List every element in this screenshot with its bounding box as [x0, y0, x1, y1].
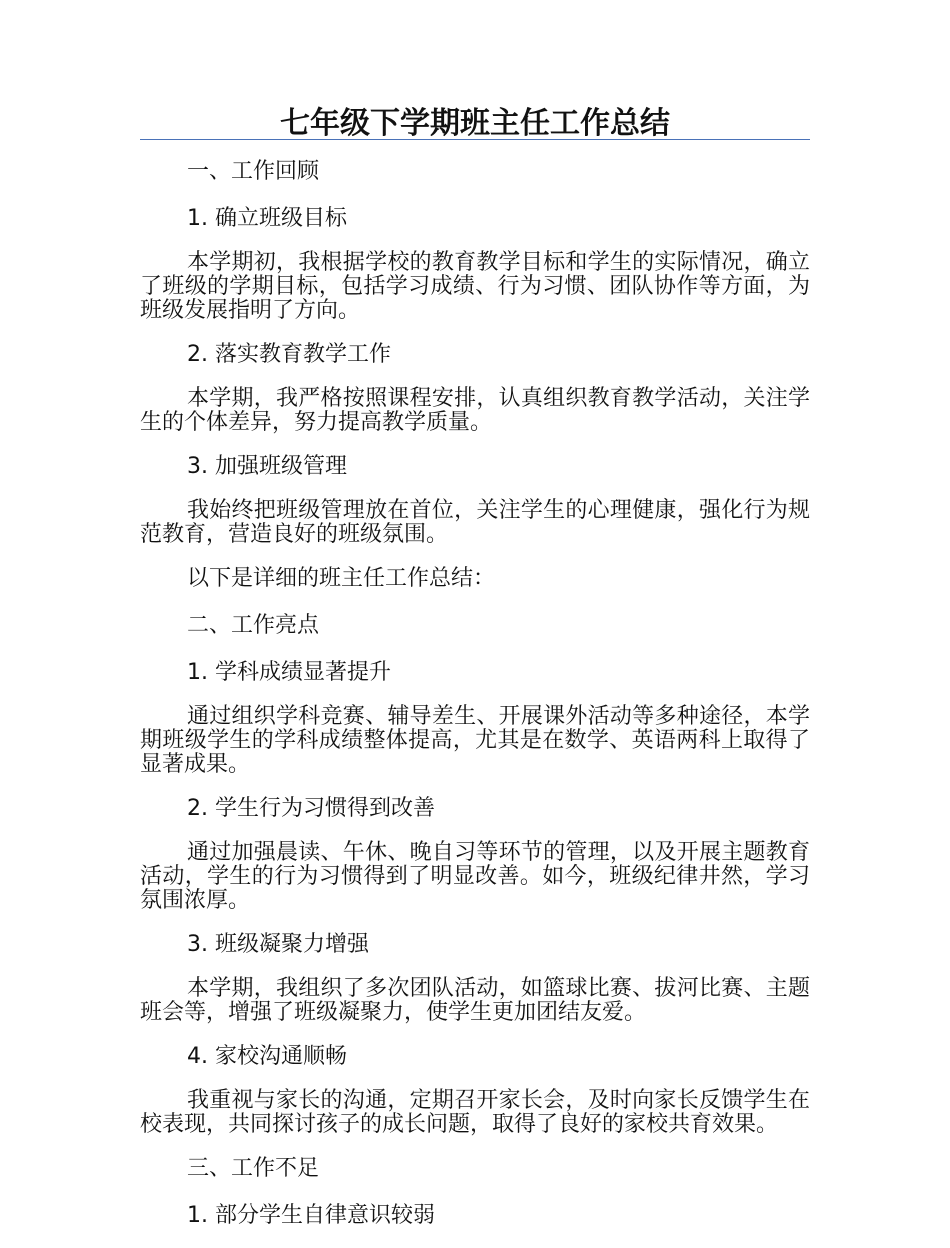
subsection-heading: 3. 班级凝聚力增强: [187, 932, 369, 957]
body-paragraph: 通过组织学科竞赛、辅导差生、开展课外活动等多种途径，本学期班级学生的学科成绩整体提高，尤其是在数学、英语两科上取得了显著成果。: [140, 704, 810, 777]
title-underline: [140, 139, 810, 140]
body-paragraph: 本学期初，我根据学校的教育教学目标和学生的实际情况，确立了班级的学期目标，包括学习成绩、行为习惯、团队协作等方面，为班级发展指明了方向。: [140, 250, 810, 323]
subsection-heading: 3. 加强班级管理: [187, 454, 347, 479]
subsection-heading: 2. 落实教育教学工作: [187, 342, 391, 367]
section-heading: 一、工作回顾: [187, 159, 320, 184]
document-title: 七年级下学期班主任工作总结: [280, 106, 670, 141]
subsection-heading: 1. 学科成绩显著提升: [187, 660, 391, 685]
body-paragraph: 本学期，我严格按照课程安排，认真组织教育教学活动，关注学生的个体差异，努力提高教学质量。: [140, 386, 810, 435]
subsection-heading: 1. 确立班级目标: [187, 206, 347, 231]
section-heading: 三、工作不足: [187, 1156, 320, 1181]
body-paragraph: 我始终把班级管理放在首位，关注学生的心理健康，强化行为规范教育，营造良好的班级氛围。: [140, 498, 810, 547]
subsection-heading: 1. 部分学生自律意识较弱: [187, 1203, 435, 1228]
section-heading: 二、工作亮点: [187, 613, 320, 638]
intro-line: 以下是详细的班主任工作总结：: [187, 566, 496, 591]
body-paragraph: 我重视与家长的沟通，定期召开家长会，及时向家长反馈学生在校表现，共同探讨孩子的成长问题，取得了良好的家校共育效果。: [140, 1088, 810, 1137]
subsection-heading: 4. 家校沟通顺畅: [187, 1044, 347, 1069]
document-body: [140, 157, 810, 1248]
body-paragraph: 本学期，我组织了多次团队活动，如篮球比赛、拔河比赛、主题班会等，增强了班级凝聚力，使学生更加团结友爱。: [140, 976, 810, 1025]
subsection-heading: 2. 学生行为习惯得到改善: [187, 796, 435, 821]
body-paragraph: 通过加强晨读、午休、晚自习等环节的管理，以及开展主题教育活动，学生的行为习惯得到了明显改善。如今，班级纪律井然，学习氛围浓厚。: [140, 840, 810, 913]
